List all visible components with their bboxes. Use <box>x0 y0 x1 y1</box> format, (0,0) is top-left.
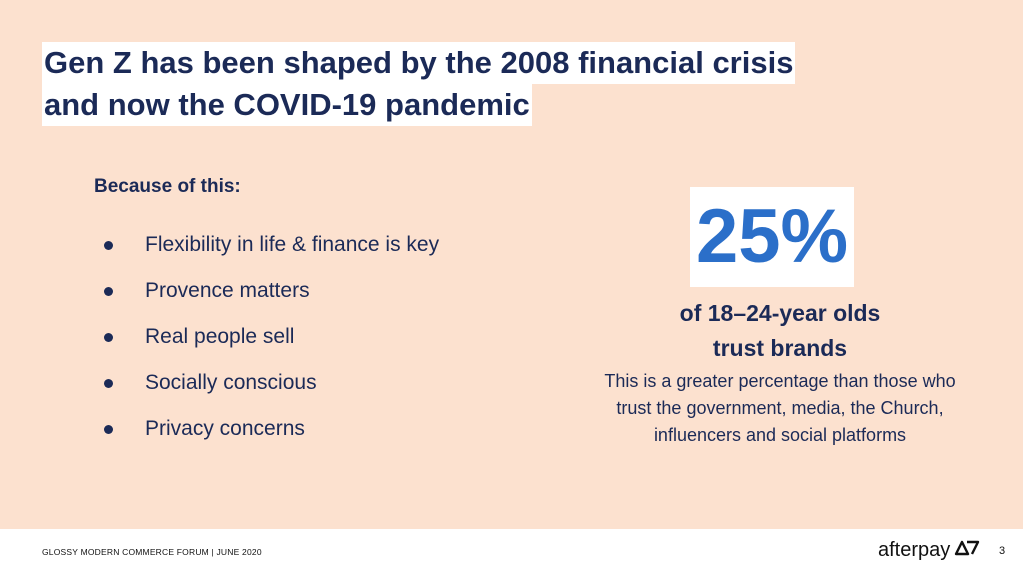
bullet-text: Flexibility in life & finance is key <box>145 233 440 256</box>
stat-headline-line-1: of 18–24-year olds <box>679 300 881 326</box>
afterpay-logo <box>878 539 980 562</box>
footer-event-text: GLOSSY MODERN COMMERCE FORUM | JUNE 2020 <box>42 547 262 557</box>
stat-description: This is a greater percentage than those who trust the government, media, the Church, influencers and social platforms <box>604 371 956 445</box>
bullet-item <box>104 314 439 360</box>
bullet-item <box>104 360 439 406</box>
title-line-2: and now the COVID-19 pandemic <box>42 84 532 126</box>
lead-text: Because of this: <box>94 176 241 197</box>
bullet-dot-icon <box>104 379 113 388</box>
bullet-item <box>104 222 439 268</box>
bullet-item <box>104 406 439 452</box>
bullet-text: Real people sell <box>145 325 295 348</box>
stat-headline-line-2: trust brands <box>712 335 848 361</box>
title-line-1: Gen Z has been shaped by the 2008 financial crisis <box>42 42 795 84</box>
bullet-dot-icon <box>104 241 113 250</box>
footer-bar <box>0 529 1023 573</box>
page-number: 3 <box>999 545 1006 557</box>
bullet-item <box>104 268 439 314</box>
bullet-dot-icon <box>104 333 113 342</box>
bullet-dot-icon <box>104 425 113 434</box>
logo-text: afterpay <box>878 539 951 561</box>
bullet-text: Socially conscious <box>145 371 317 394</box>
stat-value: 25% <box>695 194 849 279</box>
bullet-dot-icon <box>104 287 113 296</box>
stat-box <box>690 187 854 287</box>
slide-title <box>42 42 795 126</box>
bullet-text: Provence matters <box>145 279 310 302</box>
bullet-list <box>104 222 439 452</box>
afterpay-arrows-icon <box>954 540 980 561</box>
bullet-text: Privacy concerns <box>145 417 305 440</box>
